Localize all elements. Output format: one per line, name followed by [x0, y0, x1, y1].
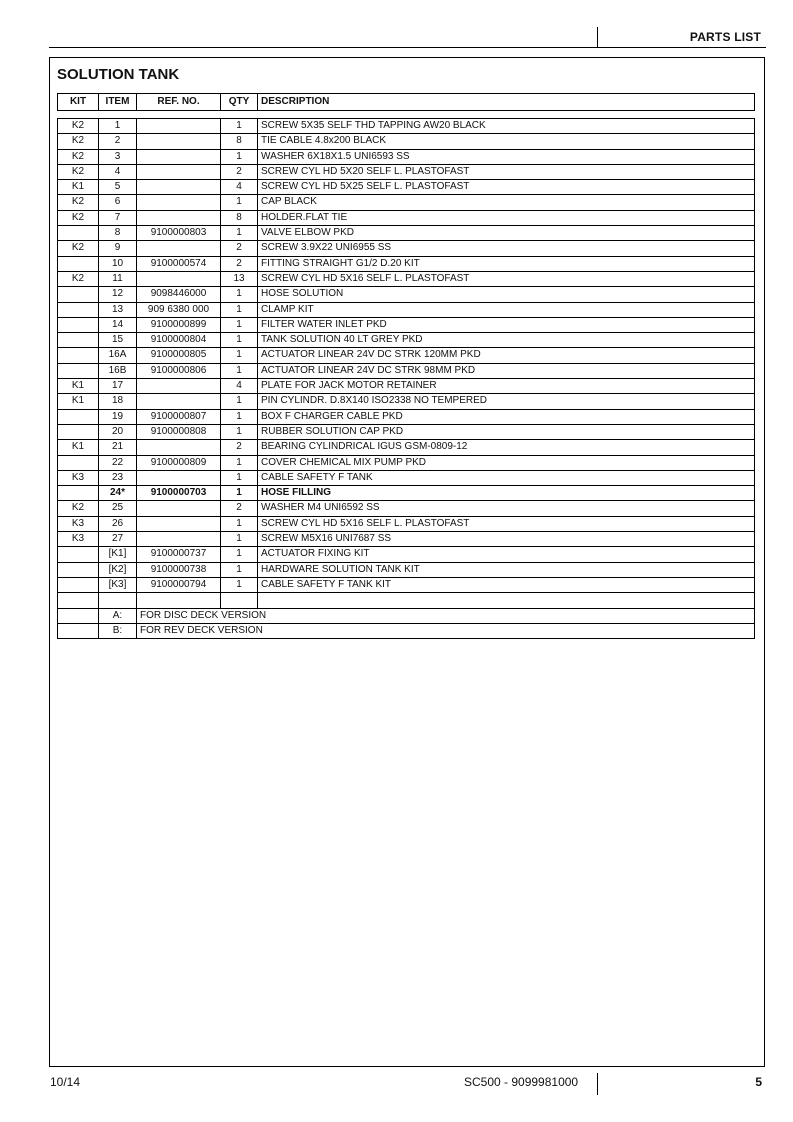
cell-description: HOSE SOLUTION — [258, 287, 755, 302]
cell-ref-no — [137, 394, 221, 409]
table-row — [58, 210, 755, 225]
cell-qty: 4 — [221, 180, 258, 195]
cell-item: [K3] — [99, 577, 137, 592]
cell-kit — [58, 547, 99, 562]
cell-kit: K1 — [58, 379, 99, 394]
cell-qty: 13 — [221, 271, 258, 286]
cell-item: 1 — [99, 119, 137, 134]
cell-ref-no: 9100000809 — [137, 455, 221, 470]
col-description: DESCRIPTION — [258, 94, 755, 111]
page-header-title: PARTS LIST — [689, 30, 761, 44]
note-code: A: — [99, 608, 137, 623]
cell-kit: K3 — [58, 516, 99, 531]
cell-item: 15 — [99, 333, 137, 348]
cell-kit — [58, 486, 99, 501]
cell-qty: 1 — [221, 363, 258, 378]
table-row — [58, 424, 755, 439]
table-row — [58, 195, 755, 210]
col-qty: QTY — [221, 94, 258, 111]
cell-description: PLATE FOR JACK MOTOR RETAINER — [258, 379, 755, 394]
cell-description: CABLE SAFETY F TANK KIT — [258, 577, 755, 592]
note-row — [58, 608, 755, 623]
cell-ref-no: 9100000794 — [137, 577, 221, 592]
cell-item: 16B — [99, 363, 137, 378]
cell-qty — [221, 593, 258, 608]
cell-item: 27 — [99, 532, 137, 547]
cell-item: 13 — [99, 302, 137, 317]
cell-description: SCREW 5X35 SELF THD TAPPING AW20 BLACK — [258, 119, 755, 134]
footer-document-id: SC500 - 9099981000 — [464, 1075, 579, 1089]
cell-ref-no — [137, 119, 221, 134]
cell-ref-no — [137, 516, 221, 531]
cell-item: 8 — [99, 226, 137, 241]
cell-kit — [58, 333, 99, 348]
parts-table-body — [58, 119, 755, 639]
cell-item: 18 — [99, 394, 137, 409]
cell-kit — [58, 256, 99, 271]
cell-ref-no: 9100000737 — [137, 547, 221, 562]
cell-description: WASHER 6X18X1.5 UNI6593 SS — [258, 149, 755, 164]
cell-qty: 1 — [221, 409, 258, 424]
cell-description: CABLE SAFETY F TANK — [258, 470, 755, 485]
cell-ref-no: 9100000807 — [137, 409, 221, 424]
cell-item: 23 — [99, 470, 137, 485]
cell-ref-no: 9100000703 — [137, 486, 221, 501]
cell-item: 17 — [99, 379, 137, 394]
cell-item: 26 — [99, 516, 137, 531]
footer-divider — [597, 1073, 598, 1095]
table-row — [58, 516, 755, 531]
cell-qty: 2 — [221, 440, 258, 455]
table-row — [58, 394, 755, 409]
cell-kit: K2 — [58, 164, 99, 179]
table-row — [58, 256, 755, 271]
cell-kit: K1 — [58, 394, 99, 409]
cell-kit: K2 — [58, 241, 99, 256]
table-row — [58, 363, 755, 378]
cell-kit: K2 — [58, 134, 99, 149]
cell-qty: 1 — [221, 577, 258, 592]
cell-ref-no: 9100000574 — [137, 256, 221, 271]
footer-page-number: 5 — [755, 1075, 762, 1089]
cell-qty: 2 — [221, 256, 258, 271]
cell-qty: 1 — [221, 302, 258, 317]
cell-kit — [58, 287, 99, 302]
cell-kit: K2 — [58, 210, 99, 225]
cell-ref-no — [137, 532, 221, 547]
cell-description: TANK SOLUTION 40 LT GREY PKD — [258, 333, 755, 348]
cell-description: HOSE FILLING — [258, 486, 755, 501]
cell-kit: K3 — [58, 532, 99, 547]
cell-kit — [58, 348, 99, 363]
cell-qty: 1 — [221, 119, 258, 134]
cell-kit: K2 — [58, 271, 99, 286]
cell-description: HOLDER.FLAT TIE — [258, 210, 755, 225]
cell-description: FILTER WATER INLET PKD — [258, 317, 755, 332]
cell-qty: 1 — [221, 348, 258, 363]
cell-ref-no: 9100000806 — [137, 363, 221, 378]
cell-kit — [58, 577, 99, 592]
parts-table — [57, 118, 755, 639]
cell-qty: 2 — [221, 164, 258, 179]
cell-qty: 1 — [221, 424, 258, 439]
table-row — [58, 379, 755, 394]
header-divider — [597, 27, 598, 47]
cell-item: 20 — [99, 424, 137, 439]
cell-description: SCREW CYL HD 5X16 SELF L. PLASTOFAST — [258, 271, 755, 286]
cell-item: 25 — [99, 501, 137, 516]
cell-kit — [58, 302, 99, 317]
cell-qty: 1 — [221, 226, 258, 241]
cell-kit: K3 — [58, 470, 99, 485]
cell-qty: 1 — [221, 333, 258, 348]
cell-ref-no — [137, 379, 221, 394]
cell-item: [K1] — [99, 547, 137, 562]
column-header-row — [58, 94, 755, 111]
cell-ref-no: 9100000738 — [137, 562, 221, 577]
cell-qty: 1 — [221, 547, 258, 562]
cell-item — [99, 593, 137, 608]
cell-item: 4 — [99, 164, 137, 179]
cell-ref-no — [137, 134, 221, 149]
note-code: B: — [99, 623, 137, 638]
cell-item: 6 — [99, 195, 137, 210]
cell-item: 24* — [99, 486, 137, 501]
cell-description — [258, 593, 755, 608]
cell-ref-no — [137, 180, 221, 195]
table-row — [58, 180, 755, 195]
table-row — [58, 470, 755, 485]
cell-ref-no — [137, 149, 221, 164]
cell-kit — [58, 424, 99, 439]
cell-description: COVER CHEMICAL MIX PUMP PKD — [258, 455, 755, 470]
table-row — [58, 119, 755, 134]
cell-item: 16A — [99, 348, 137, 363]
table-row — [58, 226, 755, 241]
cell-item: 19 — [99, 409, 137, 424]
cell-item: 21 — [99, 440, 137, 455]
cell-item: 3 — [99, 149, 137, 164]
cell-item: 12 — [99, 287, 137, 302]
table-row — [58, 593, 755, 608]
cell-description: SCREW CYL HD 5X20 SELF L. PLASTOFAST — [258, 164, 755, 179]
table-row — [58, 271, 755, 286]
cell-ref-no — [137, 195, 221, 210]
cell-ref-no — [137, 271, 221, 286]
cell-kit — [58, 363, 99, 378]
column-header-table — [57, 93, 755, 111]
cell-kit — [58, 317, 99, 332]
cell-kit — [58, 455, 99, 470]
table-row — [58, 532, 755, 547]
cell-qty: 1 — [221, 486, 258, 501]
table-row — [58, 134, 755, 149]
table-row — [58, 333, 755, 348]
cell-kit: K2 — [58, 119, 99, 134]
table-row — [58, 348, 755, 363]
table-row — [58, 455, 755, 470]
cell-ref-no: 909 6380 000 — [137, 302, 221, 317]
cell-description: TIE CABLE 4.8x200 BLACK — [258, 134, 755, 149]
cell-ref-no — [137, 440, 221, 455]
cell-description: ACTUATOR LINEAR 24V DC STRK 120MM PKD — [258, 348, 755, 363]
table-row — [58, 577, 755, 592]
cell-qty: 1 — [221, 195, 258, 210]
note-text: FOR REV DECK VERSION — [137, 623, 755, 638]
cell-kit — [58, 409, 99, 424]
cell-kit: K2 — [58, 501, 99, 516]
cell-ref-no: 9100000804 — [137, 333, 221, 348]
table-row — [58, 440, 755, 455]
cell-item: 22 — [99, 455, 137, 470]
cell-description: SCREW CYL HD 5X16 SELF L. PLASTOFAST — [258, 516, 755, 531]
table-row — [58, 547, 755, 562]
cell-ref-no: 9100000805 — [137, 348, 221, 363]
cell-description: PIN CYLINDR. D.8X140 ISO2338 NO TEMPERED — [258, 394, 755, 409]
cell-description: SCREW CYL HD 5X25 SELF L. PLASTOFAST — [258, 180, 755, 195]
cell-qty: 1 — [221, 455, 258, 470]
cell-ref-no: 9100000803 — [137, 226, 221, 241]
cell-item: 10 — [99, 256, 137, 271]
table-row — [58, 317, 755, 332]
cell-qty: 1 — [221, 287, 258, 302]
cell-kit — [58, 593, 99, 608]
col-item: ITEM — [99, 94, 137, 111]
table-row — [58, 149, 755, 164]
cell-ref-no: 9100000899 — [137, 317, 221, 332]
cell-qty: 1 — [221, 532, 258, 547]
cell-qty: 4 — [221, 379, 258, 394]
cell-qty: 1 — [221, 394, 258, 409]
cell-kit: K1 — [58, 180, 99, 195]
footer-page-count: 10/14 — [50, 1075, 81, 1089]
table-row — [58, 409, 755, 424]
cell-description: FITTING STRAIGHT G1/2 D.20 KIT — [258, 256, 755, 271]
cell-description: ACTUATOR FIXING KIT — [258, 547, 755, 562]
cell-kit — [58, 623, 99, 638]
cell-description: BEARING CYLINDRICAL IGUS GSM-0809-12 — [258, 440, 755, 455]
cell-item: 14 — [99, 317, 137, 332]
cell-kit: K1 — [58, 440, 99, 455]
cell-qty: 2 — [221, 501, 258, 516]
cell-qty: 1 — [221, 470, 258, 485]
cell-kit — [58, 226, 99, 241]
note-text: FOR DISC DECK VERSION — [137, 608, 755, 623]
cell-description: VALVE ELBOW PKD — [258, 226, 755, 241]
cell-ref-no — [137, 210, 221, 225]
cell-description: WASHER M4 UNI6592 SS — [258, 501, 755, 516]
cell-item: 9 — [99, 241, 137, 256]
cell-description: HARDWARE SOLUTION TANK KIT — [258, 562, 755, 577]
cell-description: SCREW M5X16 UNI7687 SS — [258, 532, 755, 547]
cell-ref-no — [137, 501, 221, 516]
table-row — [58, 164, 755, 179]
header-rule — [49, 47, 766, 48]
cell-ref-no — [137, 164, 221, 179]
section-title: SOLUTION TANK — [57, 66, 180, 83]
cell-description: RUBBER SOLUTION CAP PKD — [258, 424, 755, 439]
cell-ref-no: 9100000808 — [137, 424, 221, 439]
cell-description: BOX F CHARGER CABLE PKD — [258, 409, 755, 424]
cell-qty: 1 — [221, 516, 258, 531]
cell-item: 5 — [99, 180, 137, 195]
cell-qty: 2 — [221, 241, 258, 256]
cell-ref-no — [137, 470, 221, 485]
cell-item: 2 — [99, 134, 137, 149]
cell-kit — [58, 562, 99, 577]
cell-kit: K2 — [58, 149, 99, 164]
cell-ref-no — [137, 593, 221, 608]
table-row — [58, 287, 755, 302]
cell-qty: 8 — [221, 134, 258, 149]
table-row — [58, 486, 755, 501]
cell-qty: 1 — [221, 562, 258, 577]
note-row — [58, 623, 755, 638]
cell-description: ACTUATOR LINEAR 24V DC STRK 98MM PKD — [258, 363, 755, 378]
cell-kit: K2 — [58, 195, 99, 210]
cell-description: CLAMP KIT — [258, 302, 755, 317]
cell-qty: 1 — [221, 149, 258, 164]
cell-ref-no: 9098446000 — [137, 287, 221, 302]
table-row — [58, 562, 755, 577]
table-row — [58, 501, 755, 516]
cell-description: SCREW 3.9X22 UNI6955 SS — [258, 241, 755, 256]
table-row — [58, 302, 755, 317]
cell-description: CAP BLACK — [258, 195, 755, 210]
cell-ref-no — [137, 241, 221, 256]
table-row — [58, 241, 755, 256]
col-kit: KIT — [58, 94, 99, 111]
cell-item: 11 — [99, 271, 137, 286]
cell-item: [K2] — [99, 562, 137, 577]
cell-qty: 1 — [221, 317, 258, 332]
col-ref-no: REF. NO. — [137, 94, 221, 111]
cell-kit — [58, 608, 99, 623]
cell-qty: 8 — [221, 210, 258, 225]
cell-item: 7 — [99, 210, 137, 225]
